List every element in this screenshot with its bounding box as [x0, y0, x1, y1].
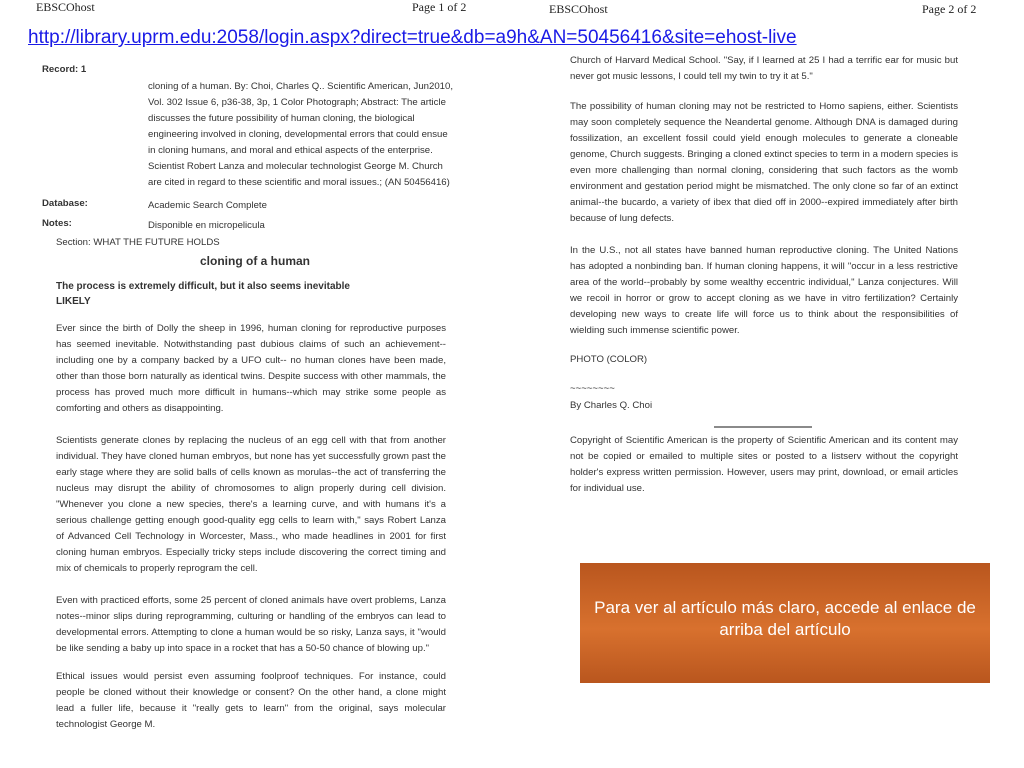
page1-header-host: EBSCOhost — [36, 0, 95, 14]
article-title: cloning of a human — [200, 254, 310, 268]
database-value: Academic Search Complete — [148, 200, 267, 211]
notes-value: Disponible en micropelicula — [148, 220, 265, 231]
article-paragraph: Ever since the birth of Dolly the sheep in 1996, human cloning for reproductive purposes has seemed inevitable. Notwithstanding past dubious claims of such an achievement--including one by a company backed by a UFO cult-- no human clones have been made, other than those born naturally as identical twins. Despite success with other mammals, the process has proved much more difficult in humans--which may strike some people as comforting and others as disappointing. — [56, 323, 446, 414]
page2-header-host: EBSCOhost — [549, 2, 608, 16]
record-label: Record: 1 — [42, 64, 87, 75]
page1-header-page-number: Page 1 of 2 — [412, 0, 467, 14]
article-section: Section: WHAT THE FUTURE HOLDS — [56, 237, 220, 248]
divider — [714, 426, 812, 428]
article-paragraph: Scientists generate clones by replacing the nucleus of an egg cell with that from another individual. They have cloned human embryos, but none has yet successfully grown past the early stage where they are solid balls of cells known as morulas--the act of transferring the nucleus may disrupt the ability of chromosomes to align properly during cell division. "Whenever you clone a new species, there's a learning curve, and with humans it's a serious challenge getting enough good-quality egg cells to learn with," says Robert Lanza of Advanced Cell Technology in Worcester, Mass., who made headlines in 2001 for first cloning human embryos. Especially tricky steps include discovering the correct timing and mix of chemicals to properly reprogram the cell. — [56, 435, 446, 574]
database-label: Database: — [42, 198, 88, 209]
article-url-link[interactable]: http://library.uprm.edu:2058/login.aspx?direct=true&db=a9h&AN=50456416&site=ehost-live — [28, 27, 797, 48]
article-paragraph: Even with practiced efforts, some 25 percent of cloned animals have overt problems, Lanza notes--minor slips during reprogramming, culturing or handling of the embryos can lead to developmental errors. Attempting to clone a human would be so risky, Lanza says, it "would be like sending a baby up into space in a rocket that has a 50-50 chance of blowing up." — [56, 595, 446, 654]
article-paragraph: Ethical issues would persist even assuming foolproof techniques. For instance, could people be cloned without their knowledge or consent? On the other hand, a clone might lead a fuller life, because it "really gets to learn" from the original, says molecular technologist George M. — [56, 671, 446, 730]
article-paragraph: Church of Harvard Medical School. "Say, if I learned at 25 I had a terrific ear for music but never got music lessons, I could tell my twin to try it at 5." — [570, 55, 958, 82]
photo-caption: PHOTO (COLOR) — [570, 354, 648, 365]
notes-label: Notes: — [42, 218, 72, 229]
article-paragraph: The possibility of human cloning may not be restricted to Homo sapiens, either. Scientists may soon completely sequence the Neandertal genome. Although DNA is damaged during fossilization, an excellent fossil could yield enough molecules to generate a cloneable genome, Church suggests. Bringing a cloned extinct species to term in a modern species is even more challenging than normal cloning, considering that such factors as the womb environment and gestation period might be mismatched. The only clone so far of an extinct animal--the bucardo, a variety of ibex that died off in 2000--expired immediately after birth because of lung defects. — [570, 101, 958, 224]
copyright-notice: Copyright of Scientific American is the property of Scientific American and its content may not be copied or emailed to multiple sites or posted to a listserv without the copyright holder's express written permission. However, users may print, download, or email articles for individual use. — [570, 435, 958, 494]
article-paragraph: In the U.S., not all states have banned human reproductive cloning. The United Nations has adopted a nonbinding ban. If human cloning happens, it will "occur in a less restrictive area of the world--probably by some wealthy eccentric individual," Lanza conjectures. Will we recoil in horror or grow to accept cloning as we have in vitro fertilization? Certainly developing new ways to create life will force us to think about the responsibilities of wielding such immense scientific power. — [570, 245, 958, 336]
callout-box — [580, 563, 990, 683]
byline: By Charles Q. Choi — [570, 400, 653, 411]
separator: ~~~~~~~~ — [570, 383, 615, 394]
article-subtitle: The process is extremely difficult, but it also seems inevitable LIKELY — [56, 281, 350, 307]
record-abstract: cloning of a human. By: Choi, Charles Q.. Scientific American, Jun2010, Vol. 302 Issue 6, p36-38, 3p, 1 Color Photograph; Abstract: The article discusses the future possibility of human cloning, the biological engineering involved in cloning, developmental errors that could ensue in cloning humans, and moral and ethical aspects of the enterprise. Scientist Robert Lanza and molecular technologist George M. Church are cited in regard to these scientific and moral issues.; (AN 50456416) — [148, 81, 454, 188]
page2-header-page-number: Page 2 of 2 — [922, 2, 977, 16]
callout-text: Para ver al artículo más claro, accede al enlace de arriba del artículo — [594, 598, 976, 639]
